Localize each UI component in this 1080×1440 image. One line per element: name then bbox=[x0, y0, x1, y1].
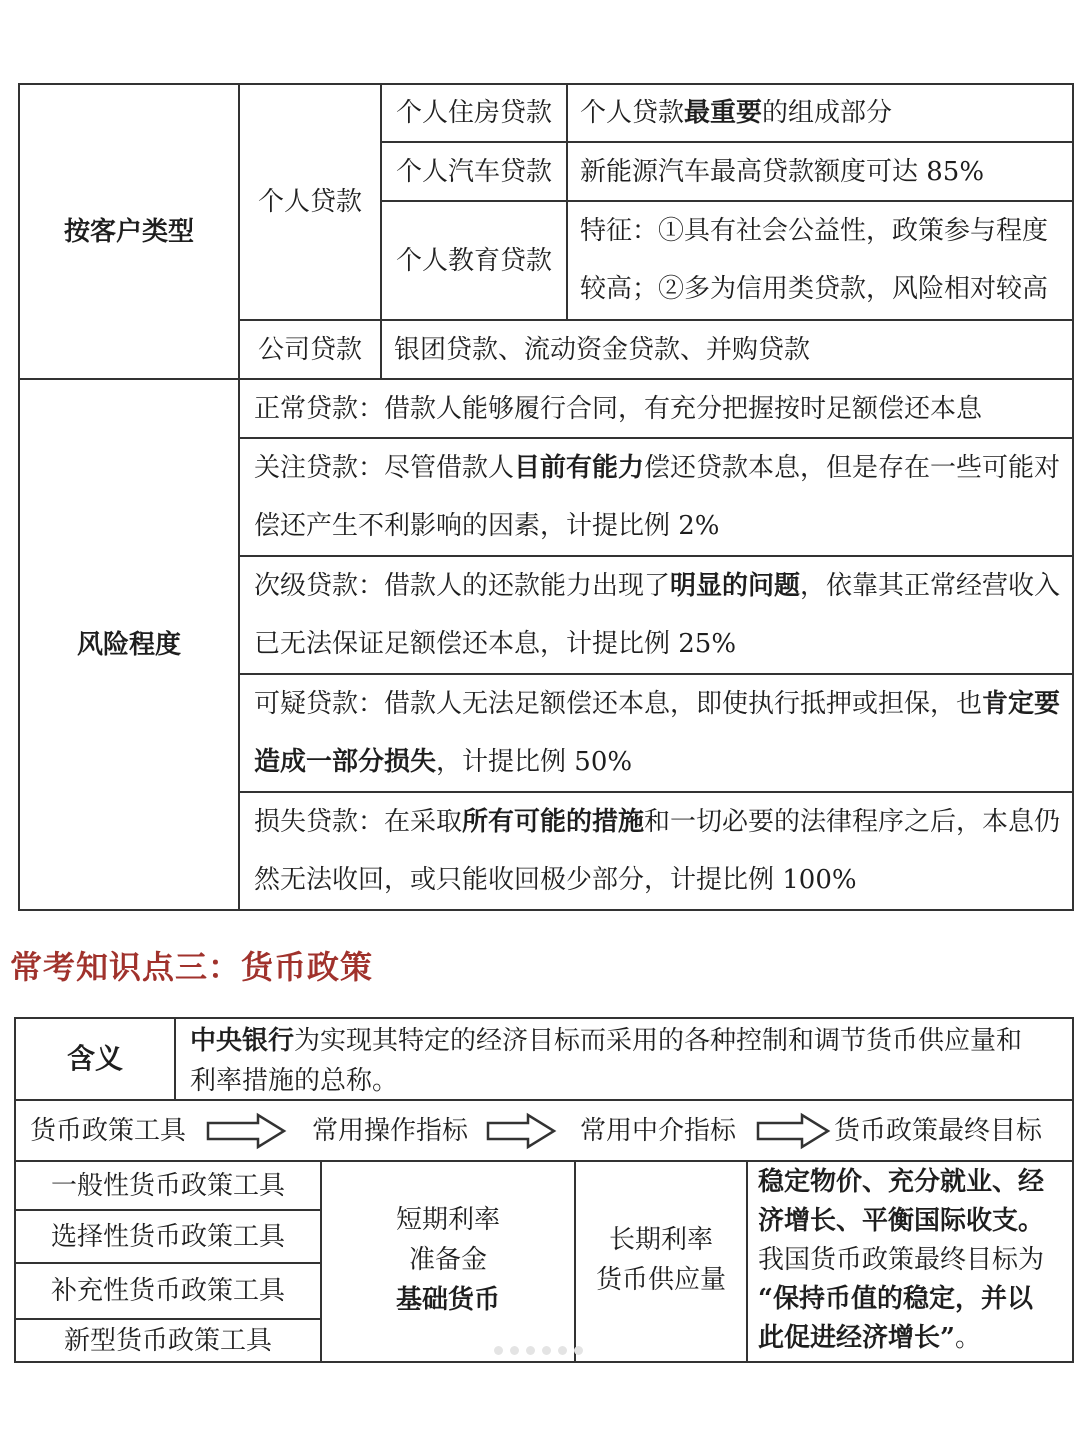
housing-loan-desc-post: 的组成部分 bbox=[762, 98, 893, 128]
section-heading: 常考知识点三：货币政策 bbox=[10, 948, 374, 986]
final-goals-end: 。 bbox=[954, 1323, 981, 1353]
meaning-rest: 为实现其特定的经济目标而采用的各种控制和调节货币供应量和 bbox=[294, 1026, 1023, 1056]
attention-bold: 目前有能力 bbox=[514, 453, 645, 483]
meaning-line2: 利率措施的总称。 bbox=[190, 1066, 399, 1096]
final-goals-bold-line1: 稳定物价、充分就业、经 bbox=[758, 1167, 1045, 1197]
education-loan-desc bbox=[580, 202, 1070, 319]
housing-loan-name: 个人住房贷款 bbox=[395, 98, 552, 128]
loss-loan-desc bbox=[254, 793, 1070, 909]
housing-loan-desc bbox=[580, 85, 1070, 141]
final-goals-bold-line2: 济增长、平衡国际收支。 bbox=[758, 1206, 1045, 1236]
final-goals bbox=[758, 1163, 1070, 1358]
attention-post: 偿还贷款本息，但是存在一些可能对 bbox=[644, 453, 1061, 483]
personal-loan-label: 个人贷款 bbox=[257, 187, 362, 217]
doubtful-bold1: 肯定要 bbox=[982, 689, 1061, 719]
page-dot bbox=[574, 1346, 583, 1355]
page-dot bbox=[494, 1346, 503, 1355]
meaning-text bbox=[190, 1021, 1068, 1099]
meaning-bold: 中央银行 bbox=[190, 1026, 295, 1056]
subordinate-loan-desc bbox=[254, 557, 1070, 673]
loss-bold: 所有可能的措施 bbox=[462, 807, 645, 837]
customer-type-label: 按客户类型 bbox=[63, 216, 194, 247]
subordinate-post: ，依靠其正常经营收入 bbox=[800, 571, 1061, 601]
education-loan-name: 个人教育贷款 bbox=[395, 245, 552, 276]
doubtful-post: ，计提比例 50% bbox=[436, 747, 633, 777]
doubtful-loan-desc bbox=[254, 675, 1070, 791]
education-loan-desc-line2: 较高；②多为信用类贷款，风险相对较高 bbox=[580, 274, 1049, 304]
final-goals-line3: 我国货币政策最终目标为 bbox=[758, 1245, 1045, 1275]
page-indicator bbox=[494, 1340, 590, 1359]
risk-level-label: 风险程度 bbox=[76, 629, 181, 660]
operating-targets bbox=[322, 1200, 574, 1320]
operating-target-reserve: 准备金 bbox=[408, 1245, 487, 1275]
loss-pre: 损失贷款：在采取 bbox=[254, 807, 463, 837]
education-loan-desc-line1: 特征：①具有社会公益性，政策参与程度 bbox=[580, 216, 1049, 246]
attention-line2: 偿还产生不利影响的因素，计提比例 2% bbox=[254, 511, 720, 541]
attention-pre: 关注贷款：尽管借款人 bbox=[254, 453, 515, 483]
subordinate-bold: 明显的问题 bbox=[670, 571, 801, 601]
table-border bbox=[174, 1017, 176, 1101]
flow-step-final: 货币政策最终目标 bbox=[834, 1115, 1043, 1146]
page-dot bbox=[558, 1346, 567, 1355]
housing-loan-desc-bold: 最重要 bbox=[684, 98, 763, 128]
page-dot bbox=[510, 1346, 519, 1355]
final-goals-quote-line2: 此促进经济增长” bbox=[758, 1323, 955, 1353]
intermediate-targets bbox=[576, 1220, 746, 1300]
loss-post: 和一切必要的法律程序之后，本息仍 bbox=[644, 807, 1061, 837]
tool-new: 新型货币政策工具 bbox=[63, 1325, 272, 1356]
meaning-label: 含义 bbox=[66, 1042, 123, 1075]
page-dot bbox=[542, 1346, 551, 1355]
table-border bbox=[746, 1160, 748, 1363]
housing-loan-desc-pre: 个人贷款 bbox=[580, 98, 685, 128]
intermediate-target-long-rate: 长期利率 bbox=[608, 1225, 713, 1255]
right-arrow-icon bbox=[756, 1112, 832, 1150]
flow-step-operating: 常用操作指标 bbox=[312, 1115, 469, 1146]
operating-target-base-money: 基础货币 bbox=[395, 1285, 500, 1315]
right-arrow-icon bbox=[206, 1112, 288, 1150]
intermediate-target-money-supply: 货币供应量 bbox=[595, 1265, 726, 1295]
attention-loan-desc bbox=[254, 439, 1070, 555]
corporate-loan-desc: 银团贷款、流动资金贷款、并购贷款 bbox=[394, 334, 811, 365]
doubtful-bold2: 造成一部分损失 bbox=[254, 747, 437, 777]
table-border bbox=[18, 909, 1074, 911]
table-border bbox=[1072, 1017, 1074, 1363]
right-arrow-icon bbox=[486, 1112, 558, 1150]
flow-step-tools: 货币政策工具 bbox=[30, 1115, 187, 1146]
corporate-loan-label: 公司贷款 bbox=[257, 334, 362, 365]
subordinate-pre: 次级贷款：借款人的还款能力出现了 bbox=[254, 571, 671, 601]
doubtful-pre: 可疑贷款：借款人无法足额偿还本息，即使执行抵押或担保，也 bbox=[254, 689, 983, 719]
subordinate-line2: 已无法保证足额偿还本息，计提比例 25% bbox=[254, 629, 737, 659]
operating-target-short-rate: 短期利率 bbox=[395, 1205, 500, 1235]
flow-step-intermediate: 常用中介指标 bbox=[580, 1115, 737, 1146]
tool-selective: 选择性货币政策工具 bbox=[50, 1221, 285, 1252]
table-border bbox=[1072, 83, 1074, 911]
normal-loan-desc: 正常贷款：借款人能够履行合同，有充分把握按时足额偿还本息 bbox=[254, 393, 983, 424]
table-border bbox=[566, 83, 568, 320]
tool-general: 一般性货币政策工具 bbox=[50, 1170, 285, 1201]
car-loan-name: 个人汽车贷款 bbox=[395, 156, 552, 187]
page-dot bbox=[526, 1346, 535, 1355]
tool-supplementary: 补充性货币政策工具 bbox=[50, 1276, 285, 1306]
loss-line2: 然无法收回，或只能收回极少部分，计提比例 100% bbox=[254, 865, 857, 895]
table-border bbox=[14, 1361, 1074, 1363]
car-loan-desc: 新能源汽车最高贷款额度可达 85% bbox=[580, 156, 985, 187]
final-goals-quote-line1: “保持币值的稳定，并以 bbox=[758, 1284, 1033, 1314]
